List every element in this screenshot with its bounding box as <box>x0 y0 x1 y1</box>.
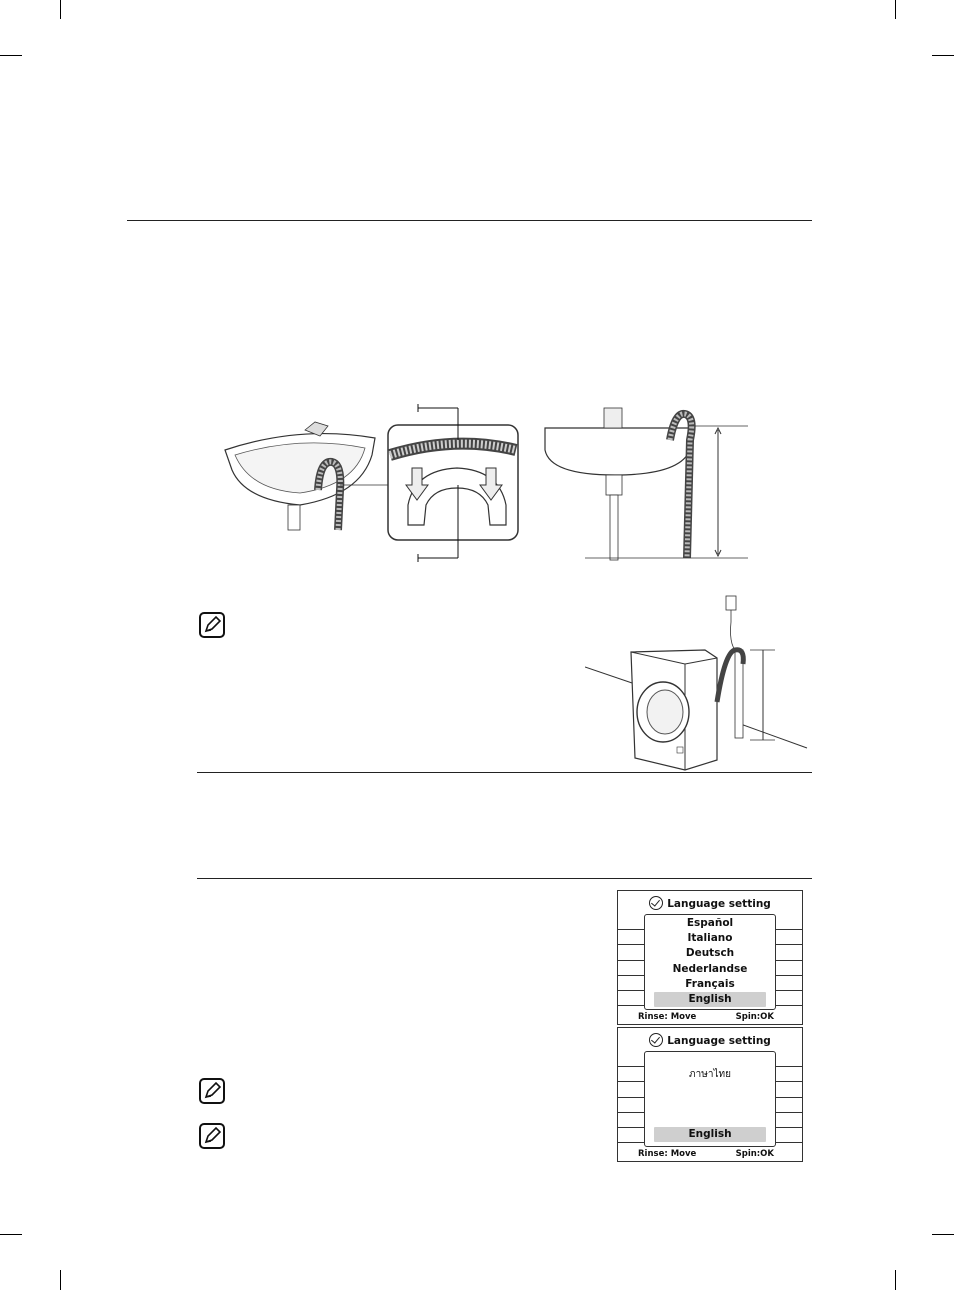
language-option-english-selected[interactable]: English <box>654 992 766 1007</box>
language-setting-panel-2 <box>617 1027 803 1162</box>
language-option-english-selected[interactable]: English <box>654 1127 766 1142</box>
footer-ok-hint: Spin:OK <box>735 1149 774 1159</box>
crop-mark-top-left-v <box>60 0 61 19</box>
language-option-francais[interactable]: Français <box>685 977 735 990</box>
crop-mark-top-left-h <box>0 55 22 56</box>
language-option-nederlandse[interactable]: Nederlandse <box>672 962 748 975</box>
panel-footer <box>638 1011 774 1023</box>
right-ticks <box>776 915 802 1006</box>
crop-mark-bottom-right-v <box>895 1270 896 1290</box>
right-ticks <box>776 1052 802 1143</box>
section-rule-top <box>127 220 812 221</box>
section-rule-middle <box>197 772 812 773</box>
language-setting-panel-1 <box>617 890 803 1025</box>
panel-title: Language setting <box>618 895 802 913</box>
crop-mark-top-right-v <box>895 0 896 19</box>
language-option-deutsch[interactable]: Deutsch <box>685 947 735 960</box>
footer-ok-hint: Spin:OK <box>735 1012 774 1022</box>
language-option-italiano[interactable]: Italiano <box>687 932 733 945</box>
sink-height-illustration <box>540 400 755 565</box>
language-option-thai[interactable]: ภาษาไทย <box>689 1069 731 1080</box>
crop-mark-bottom-left-h <box>0 1234 22 1235</box>
left-ticks <box>618 915 644 1006</box>
footer-move-hint: Rinse: Move <box>638 1149 697 1159</box>
check-circle-icon <box>649 1033 663 1047</box>
sink-hose-illustration <box>220 400 530 570</box>
language-list-screen <box>644 914 776 1010</box>
panel-footer <box>638 1148 774 1160</box>
language-option-espanol[interactable]: Español <box>686 917 734 929</box>
section-rule-lower <box>197 878 812 879</box>
washer-standpipe-illustration <box>585 592 810 772</box>
note-pencil-icon <box>199 612 225 638</box>
note-pencil-icon <box>199 1123 225 1149</box>
check-circle-icon <box>649 896 663 910</box>
crop-mark-top-right-h <box>932 55 954 56</box>
panel-title: Language setting <box>618 1032 802 1050</box>
left-ticks <box>618 1052 644 1143</box>
note-pencil-icon <box>199 1078 225 1104</box>
crop-mark-bottom-left-v <box>60 1270 61 1290</box>
language-list-screen <box>644 1051 776 1147</box>
crop-mark-bottom-right-h <box>932 1234 954 1235</box>
footer-move-hint: Rinse: Move <box>638 1012 697 1022</box>
